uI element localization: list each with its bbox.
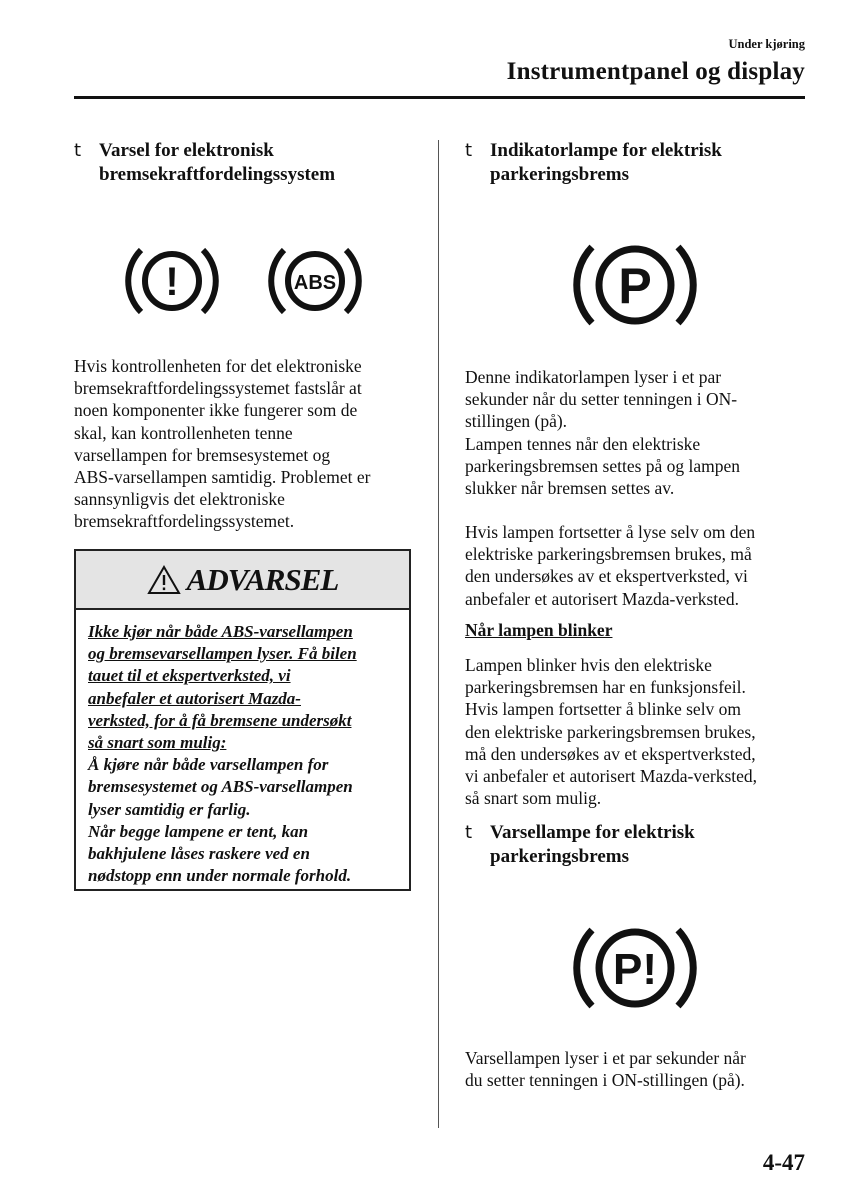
text-line: Lampen tennes når den elektriske (465, 433, 701, 454)
warning-line: bremsesystemet og ABS-varsellampen (88, 777, 353, 797)
text-line: du setter tenningen i ON-stillingen (på). (465, 1070, 745, 1091)
indicator-description-1 (465, 366, 810, 499)
text-line: stillingen (på). (465, 411, 568, 432)
blinking-subheading: Når lampen blinker (465, 620, 613, 640)
text-line: Denne indikatorlampen lyser i et par (465, 367, 722, 387)
text-line: skal, kan kontrollenheten tenne (74, 422, 293, 443)
warning-body (76, 610, 409, 887)
heading-line-1: Varsellampe for elektrisk (490, 822, 695, 843)
warning-box (74, 549, 411, 891)
warning-line: verksted, for å få bremsene undersøkt (88, 710, 352, 730)
text-line: elektriske parkeringsbremsen brukes, må (465, 544, 752, 565)
warning-line: Å kjøre når både varsellampen for (88, 755, 329, 775)
text-line: parkeringsbremsen har en funksjonsfeil. (465, 677, 746, 698)
parking-brake-indicator-icon (570, 235, 700, 335)
heading-bullet: t (465, 822, 473, 843)
text-line: Varsellampen lyser i et par sekunder når (465, 1048, 746, 1068)
heading-bullet: t (74, 140, 82, 161)
text-line: må den undersøkes av et ekspertverksted, (465, 743, 756, 764)
title-rule (74, 96, 805, 99)
warning-line: Ikke kjør når både ABS-varsellampen (88, 622, 353, 641)
heading-line-1: Varsel for elektronisk (99, 140, 274, 161)
brake-force-warning-heading (74, 139, 419, 187)
text-line: bremsekraftfordelingssystemet fastslår at (74, 378, 362, 399)
heading-line-1: Indikatorlampe for elektrisk (490, 140, 722, 161)
text-line: den undersøkes av et ekspertverksted, vi (465, 566, 748, 587)
text-line: Lampen blinker hvis den elektriske (465, 655, 712, 675)
parking-brake-warning-icon (570, 918, 700, 1018)
heading-line-2: parkeringsbrems (490, 846, 629, 867)
brake-warning-symbol: ! (165, 260, 179, 304)
indicator-description-2 (465, 521, 810, 610)
warning-title: ADVARSEL (186, 561, 339, 597)
text-line: anbefaler et autorisert Mazda-verksted. (465, 588, 740, 609)
warning-line: bakhjulene låses raskere ved en (88, 844, 310, 864)
abs-warning-icon (267, 238, 363, 324)
column-divider (438, 140, 439, 1128)
parking-warning-symbol: P! (613, 945, 657, 994)
text-line: Hvis kontrollenheten for det elektroniske (74, 356, 362, 376)
warning-line: nødstopp enn under normale forhold. (88, 866, 352, 886)
text-line: parkeringsbremsen settes på og lampen (465, 455, 741, 476)
text-line: varsellampen for bremsesystemet og (74, 444, 331, 465)
text-line: sekunder når du setter tenningen i ON- (465, 389, 738, 410)
parking-symbol: P (618, 258, 652, 314)
text-line: sannsynligvis det elektroniske (74, 489, 285, 510)
warning-line: så snart som mulig: (88, 733, 227, 753)
text-line: den elektriske parkeringsbremsen brukes, (465, 721, 756, 742)
brake-warning-icon (124, 238, 220, 324)
abs-label: ABS (293, 272, 337, 294)
text-line: noen komponenter ikke fungerer som de (74, 400, 358, 421)
warning-line: anbefaler et autorisert Mazda- (88, 688, 301, 708)
page-title: Instrumentpanel og display (506, 58, 805, 85)
warning-lamp-description (465, 1047, 810, 1091)
text-line: bremsekraftfordelingssystemet. (74, 511, 295, 532)
heading-line-2: parkeringsbrems (490, 164, 629, 185)
page-number: 4-47 (762, 1150, 805, 1175)
text-line: vi anbefaler et autorisert Mazda-verksted, (465, 766, 758, 787)
parking-brake-indicator-heading (465, 139, 810, 187)
warning-line: og bremsevarsellampen lyser. Få bilen (88, 644, 357, 664)
text-line: ABS-varsellampen samtidig. Problemet er (74, 467, 371, 488)
parking-brake-warning-heading (465, 821, 810, 869)
warning-header (76, 551, 409, 610)
warning-triangle-icon (147, 565, 181, 595)
brake-force-description (74, 355, 419, 533)
warning-line: lyser samtidig er farlig. (88, 799, 251, 819)
section-label: Under kjøring (728, 37, 805, 51)
warning-line: Når begge lampene er tent, kan (88, 821, 309, 841)
warning-line: tauet til et ekspertverksted, vi (88, 666, 291, 686)
text-line: så snart som mulig. (465, 788, 602, 809)
text-line: slukker når bremsen settes av. (465, 478, 675, 499)
heading-bullet: t (465, 140, 473, 161)
text-line: Hvis lampen fortsetter å lyse selv om den (465, 522, 756, 542)
text-line: Hvis lampen fortsetter å blinke selv om (465, 699, 742, 720)
heading-line-2: bremsekraftfordelingssystem (99, 164, 336, 185)
blinking-description (465, 654, 810, 809)
